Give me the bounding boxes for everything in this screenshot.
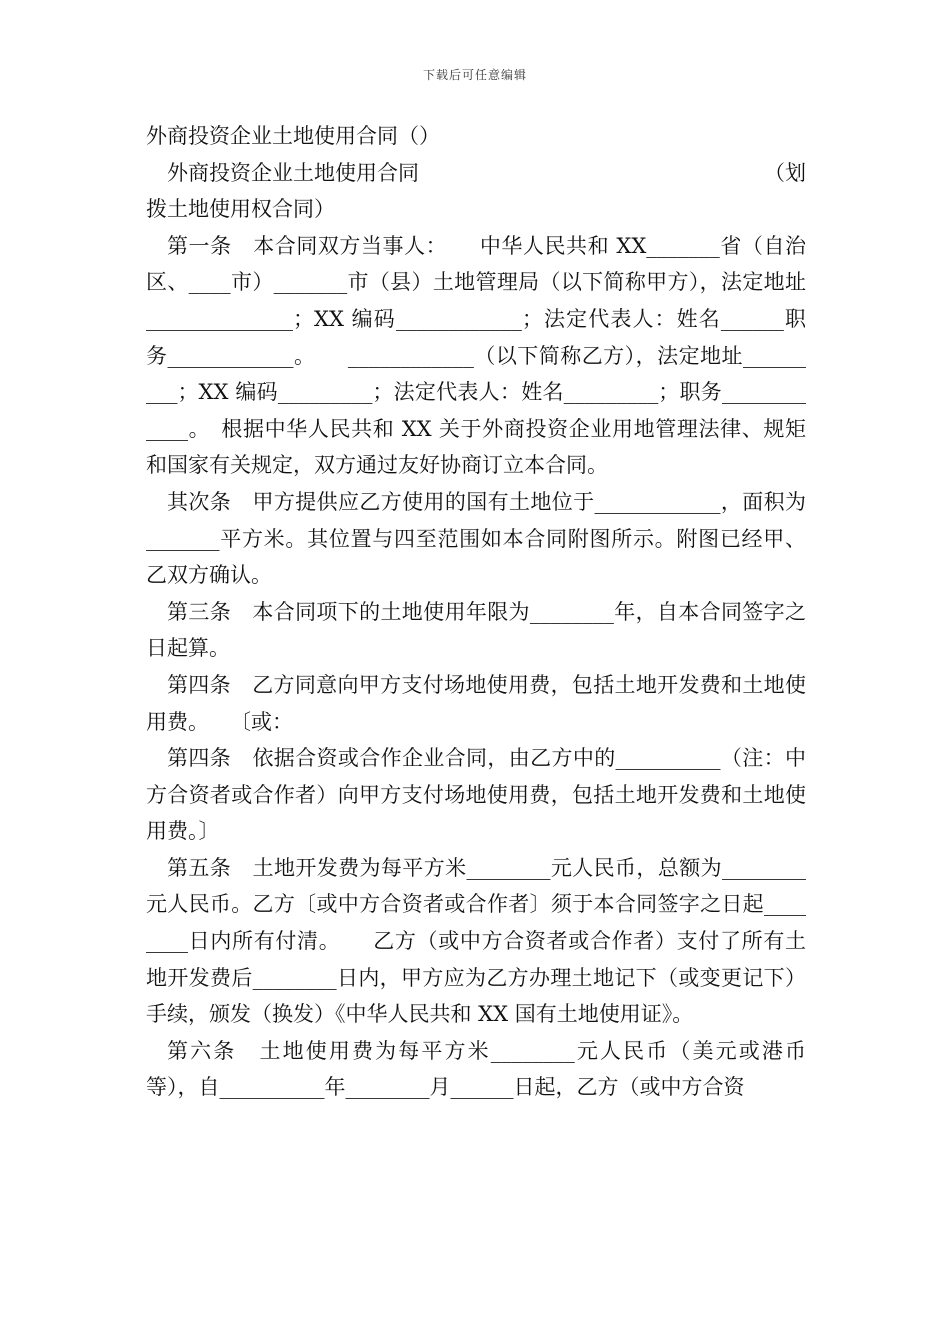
article-4-alt: 第四条 依据合资或合作企业合同，由乙方中的__________（注：中方合资者或合作者）向甲方支付场地使用费，包括土地开发费和土地使用费。〕 xyxy=(146,746,806,844)
document-title: 外商投资企业土地使用合同（） xyxy=(146,124,440,148)
article-2: 其次条 甲方提供应乙方使用的国有土地位于____________，面积为_______平方米。其位置与四至范围如本合同附图所示。附图已经甲、乙双方确认。 xyxy=(146,489,806,588)
subtitle-continuation: 拨土地使用权合同） xyxy=(146,197,335,222)
subtitle-left: 外商投资企业土地使用合同 xyxy=(167,160,419,185)
article-3: 第三条 本合同项下的土地使用年限为________年，自本合同签字之日起算。 xyxy=(146,599,806,661)
subtitle-right: （划 xyxy=(764,160,806,185)
contract-body xyxy=(146,118,806,1106)
article-1: 第一条 本合同双方当事人： 中华人民共和 XX_______省（自治区、____市）_______市（县）土地管理局（以下简称甲方），法定地址______________；XX 编码____________；法定代表人：姓名______职务____________。 ____________（以下简称乙方），法定地址_________；XX 编码_________；法定代表人：姓名_________；职务____________。 根据中华人民共和 XX 关于外商投资企业用地管理法律、规矩和国家有关规定，双方通过友好协商订立本合同。 xyxy=(146,233,806,478)
article-4: 第四条 乙方同意向甲方支付场地使用费，包括土地开发费和土地使用费。 〔或： xyxy=(146,672,806,734)
document-subtitle xyxy=(146,155,806,192)
article-5: 第五条 土地开发费为每平方米________元人民币，总额为________元人民币。乙方〔或中方合资者或合作者〕须于本合同签字之日起________日内所有付清。 乙方（或中方合资者或合作者）支付了所有土地开发费后________日内，甲方应为乙方办理土地记下（或变更记下）手续，颁发（换发）《中华人民共和 XX 国有土地使用证》。 xyxy=(146,855,806,1027)
article-6: 第六条 土地使用费为每平方米________元人民币（美元或港币等），自__________年________月______日起，乙方（或中方合资 xyxy=(146,1038,806,1100)
page-header: 下载后可任意编辑 xyxy=(422,68,527,82)
